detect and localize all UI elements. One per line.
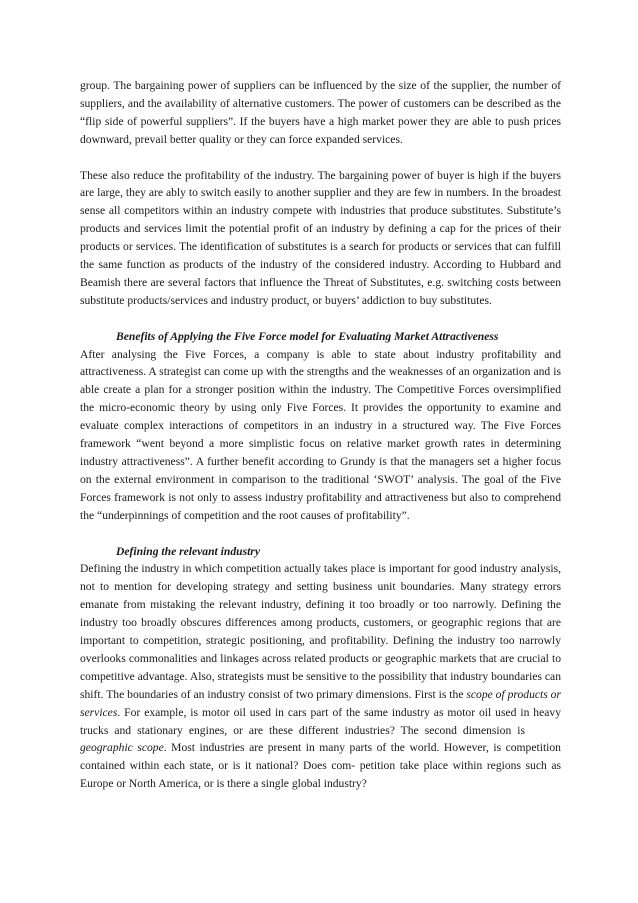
- emphasis-geographic-scope: geographic scope: [80, 741, 164, 755]
- emphasis-scope-of-products: scope of products or services: [80, 687, 561, 719]
- paragraph-relevant-industry: [80, 560, 561, 793]
- heading-benefits-five-force: Benefits of Applying the Five Force model for Evaluating Market Attractiveness: [116, 329, 499, 343]
- document-page: [80, 77, 561, 793]
- paragraph-benefits: After analysing the Five Forces, a company is able to state about industry profitability and attractiveness. A strategist can come up with the strengths and the weaknesses of an organization and is able create a plan for a stronger position within the industry. The Competitive Forces oversimplified the micro-economic theory by using only Five Forces. It provides the opportunity to examine and evaluate complex interactions of competitors in an industry in a structured way. The Five Forces framework “went beyond a more simplistic focus on relative market growth rates in determining industry attractiveness”. A further benefit according to Grundy is that the managers set a higher focus on the external environment in comparison to the traditional ‘SWOT’ analysis. The goal of the Five Forces framework is not only to assess industry profitability and attractiveness but also to comprehend the “underpinnings of competition and the root causes of profitability”.: [80, 347, 561, 522]
- paragraph-spacer: [80, 149, 561, 167]
- paragraph-text-part: Defining the industry in which competition actually takes place is important for good industry analysis, not to mention for developing strategy and setting business unit boundaries. Many strategy errors emanate from mistaking the relevant industry, defining it too broadly or too narrowly. Defining the industry too broadly obscures differences among products, customers, or geographic regions that are important to competition, strategic positioning, and profitability. Defining the industry too narrowly overlooks commonalities and linkages across related products or geographic markets that are crucial to competitive advantage. Also, strategists must be sensitive to the possibility that industry boundaries can shift. The boundaries of an industry consist of two primary dimensions. First is the: [80, 562, 561, 701]
- paragraph-buyers-substitutes: These also reduce the profitability of the industry. The bargaining power of buyer is high if the buyers are large, they are ably to switch easily to another supplier and they are few in numbers. In the broadest sense all competitors within an industry compete with industries that produce substitutes. Substitute’s products and services limit the potential profit of an industry by defining a cap for the prices of their products or services. The identification of substitutes is a search for products or services that can fulfill the same function as products of the industry of the considered industry. According to Hubbard and Beamish there are several factors that influence the Threat of Substitutes, e.g. switching costs between substitute products/services and industry product, or buyers’ addiction to buy substitutes.: [80, 168, 561, 307]
- paragraph-spacer: [80, 525, 561, 543]
- paragraph-text-part: . Most industries are present in many parts of the world. However, is competition contained within each state, or is it national? Does com- petition take place within regions such as Europe or North America, or is there a single global industry?: [80, 741, 561, 791]
- paragraph-spacer: [80, 310, 561, 328]
- paragraph-text-part: . For example, is motor oil used in cars part of the same industry as motor oil used in heavy trucks and stationary engines, or are these different industries? The second dimension is: [80, 705, 561, 737]
- paragraph-suppliers-customers: group. The bargaining power of suppliers can be influenced by the size of the supplier, the number of suppliers, and the availability of alternative customers. The power of customers can be described as the “flip side of powerful suppliers”. If the buyers have a high market power they are able to push prices downward, prevail better quality or they can force expanded services.: [80, 79, 561, 146]
- heading-relevant-industry: Defining the relevant industry: [116, 544, 260, 558]
